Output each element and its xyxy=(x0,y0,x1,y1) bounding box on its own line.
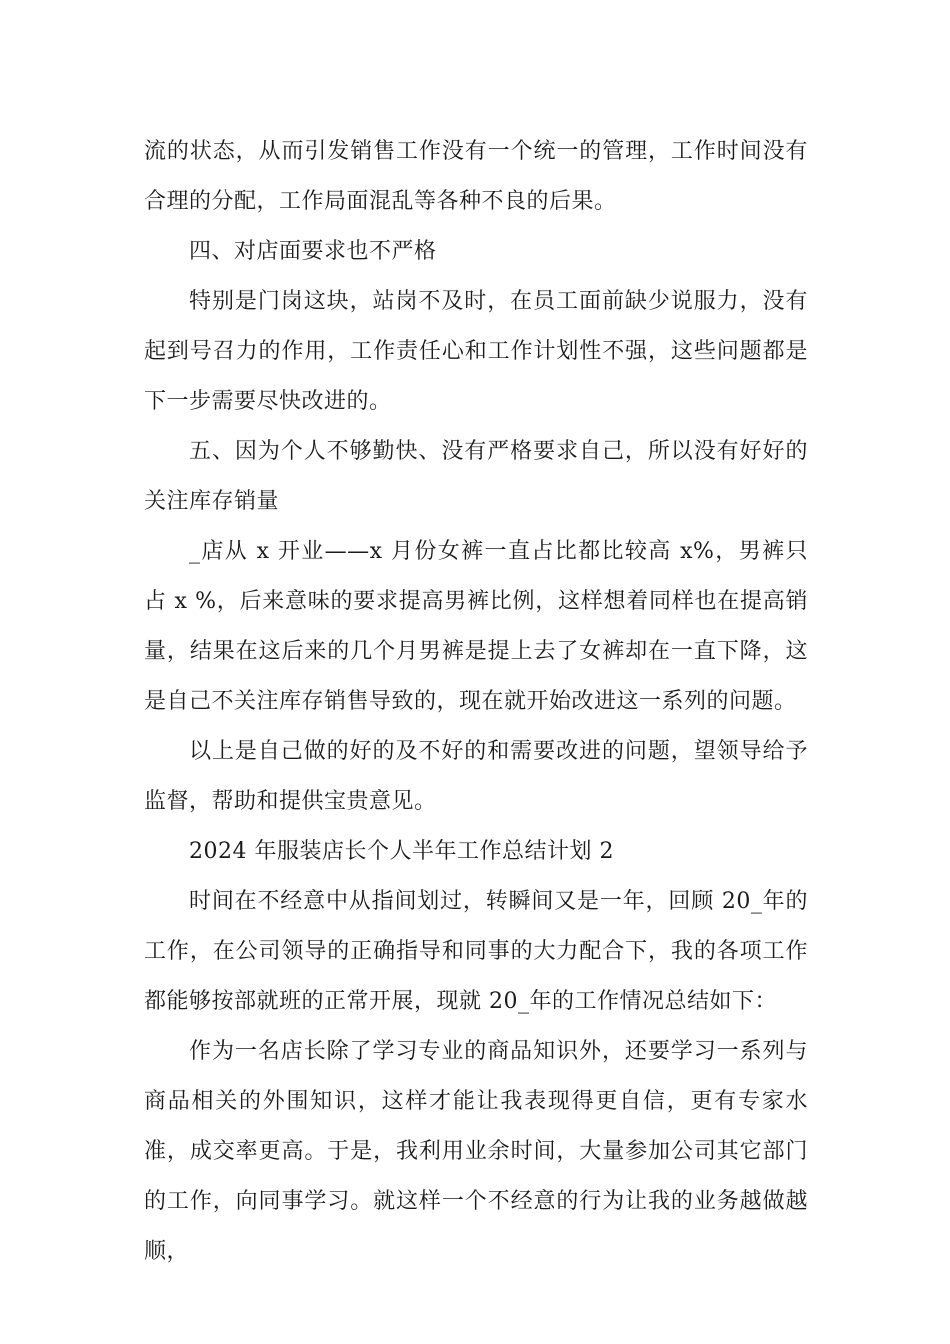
paragraph-inventory: _店从 x 开业——x 月份女裤一直占比都比较高 x%，男裤只占 x %，后来意味的要求提高男裤比例，这样想着同样也在提高销量，结果在这后来的几个月男裤是提上去了女裤却在一直下降，这是自己不关注库存销售导致的，现在就开始改进这一系列的问题。 xyxy=(144,539,808,714)
paragraph-review: 时间在不经意中从指间划过，转瞬间又是一年，回顾 20_年的工作，在公司领导的正确指导和同事的大力配合下，我的各项工作都能够按部就班的正常开展，现就 20_年的工作情况总结如下： xyxy=(144,889,808,1014)
paragraph-continuation: 流的状态，从而引发销售工作没有一个统一的管理，工作时间没有合理的分配，工作局面混乱等各种不良的后果。 xyxy=(144,139,808,214)
paragraph-conclusion: 以上是自己做的好的及不好的和需要改进的问题，望领导给予监督，帮助和提供宝贵意见。 xyxy=(144,739,808,814)
paragraph-door-post: 特别是门岗这块，站岗不及时，在员工面前缺少说服力，没有起到号召力的作用，工作责任心和工作计划性不强，这些问题都是下一步需要尽快改进的。 xyxy=(144,289,808,414)
section-heading-five: 五、因为个人不够勤快、没有严格要求自己，所以没有好好的关注库存销量 xyxy=(144,439,808,514)
section-heading-four: 四、对店面要求也不严格 xyxy=(189,239,437,264)
document-body xyxy=(144,127,808,1277)
document-subtitle: 2024 年服装店长个人半年工作总结计划 2 xyxy=(189,839,614,864)
paragraph-learning: 作为一名店长除了学习专业的商品知识外，还要学习一系列与商品相关的外围知识，这样才能让我表现得更自信，更有专家水准，成交率更高。于是，我利用业余时间，大量参加公司其它部门的工作，向同事学习。就这样一个不经意的行为让我的业务越做越顺， xyxy=(144,1039,808,1264)
